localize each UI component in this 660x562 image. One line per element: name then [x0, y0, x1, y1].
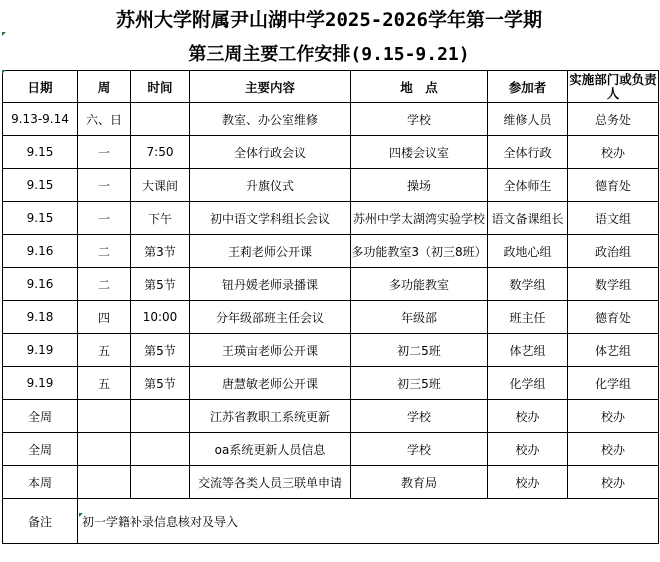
- date-cell: 9.19: [3, 334, 78, 367]
- table-row: [3, 301, 659, 334]
- col-header-content: 主要内容: [190, 71, 351, 103]
- place-cell: 初三5班: [351, 367, 488, 400]
- weekday-cell: [78, 433, 131, 466]
- schedule-table: [2, 70, 659, 544]
- table-row: [3, 268, 659, 301]
- date-cell: 9.19: [3, 367, 78, 400]
- header-row: [3, 71, 659, 103]
- col-header-place: 地 点: [351, 71, 488, 103]
- place-cell: 操场: [351, 169, 488, 202]
- table-row: [3, 334, 659, 367]
- content-cell: 王莉老师公开课: [190, 235, 351, 268]
- place-cell: 教育局: [351, 466, 488, 499]
- time-cell: 大课间: [131, 169, 190, 202]
- participants-cell: 全体行政: [488, 136, 568, 169]
- table-row: [3, 433, 659, 466]
- dept-cell: 体艺组: [568, 334, 659, 367]
- remark-row: [3, 499, 659, 544]
- schedule-body: [3, 71, 659, 544]
- dept-cell: 校办: [568, 400, 659, 433]
- date-cell: 本周: [3, 466, 78, 499]
- weekday-cell: 一: [78, 202, 131, 235]
- participants-cell: 语文备课组长: [488, 202, 568, 235]
- dept-cell: 德育处: [568, 169, 659, 202]
- col-header-time: 时间: [131, 71, 190, 103]
- dept-cell: 数学组: [568, 268, 659, 301]
- table-row: [3, 367, 659, 400]
- cell-marker: [2, 70, 6, 74]
- participants-cell: 校办: [488, 433, 568, 466]
- table-row: [3, 136, 659, 169]
- weekday-cell: 一: [78, 136, 131, 169]
- place-cell: 学校: [351, 400, 488, 433]
- school-title: 苏州大学附属尹山湖中学2025-2026学年第一学期: [116, 9, 542, 31]
- participants-cell: 化学组: [488, 367, 568, 400]
- time-cell: 第5节: [131, 268, 190, 301]
- date-cell: 9.16: [3, 235, 78, 268]
- table-row: [3, 235, 659, 268]
- cell-marker: [2, 32, 6, 36]
- time-cell: [131, 466, 190, 499]
- time-cell: 第5节: [131, 334, 190, 367]
- table-row: [3, 169, 659, 202]
- dept-cell: 政治组: [568, 235, 659, 268]
- participants-cell: 校办: [488, 400, 568, 433]
- remark-label: 备注: [3, 499, 78, 544]
- place-cell: 多功能教室3（初三8班）: [351, 235, 488, 268]
- time-cell: 7:50: [131, 136, 190, 169]
- weekday-cell: 四: [78, 301, 131, 334]
- content-cell: 江苏省教职工系统更新: [190, 400, 351, 433]
- place-cell: 学校: [351, 103, 488, 136]
- date-cell: 9.15: [3, 169, 78, 202]
- time-cell: 10:00: [131, 301, 190, 334]
- content-cell: 钮丹媛老师录播课: [190, 268, 351, 301]
- weekday-cell: [78, 400, 131, 433]
- date-cell: 9.15: [3, 202, 78, 235]
- dept-cell: 校办: [568, 136, 659, 169]
- weekday-cell: 六、日: [78, 103, 131, 136]
- time-cell: 下午: [131, 202, 190, 235]
- time-cell: [131, 103, 190, 136]
- time-cell: 第5节: [131, 367, 190, 400]
- content-cell: 教室、办公室维修: [190, 103, 351, 136]
- col-header-dept: 实施部门或负责人: [569, 71, 657, 101]
- weekday-cell: 一: [78, 169, 131, 202]
- weekday-cell: 五: [78, 367, 131, 400]
- participants-cell: 数学组: [488, 268, 568, 301]
- participants-cell: 政地心组: [488, 235, 568, 268]
- remark-text: 初一学籍补录信息核对及导入: [78, 499, 659, 544]
- date-cell: 9.13-9.14: [3, 103, 78, 136]
- dept-cell: 德育处: [568, 301, 659, 334]
- weekday-cell: [78, 466, 131, 499]
- date-cell: 9.15: [3, 136, 78, 169]
- place-cell: 学校: [351, 433, 488, 466]
- dept-cell: 校办: [568, 466, 659, 499]
- place-cell: 四楼会议室: [351, 136, 488, 169]
- weekday-cell: 五: [78, 334, 131, 367]
- time-cell: 第3节: [131, 235, 190, 268]
- content-cell: 唐慧敏老师公开课: [190, 367, 351, 400]
- table-row: [3, 400, 659, 433]
- participants-cell: 校办: [488, 466, 568, 499]
- dept-cell: 校办: [568, 433, 659, 466]
- content-cell: 交流等各类人员三联单申请: [190, 466, 351, 499]
- weekday-cell: 二: [78, 268, 131, 301]
- col-header-participants: 参加者: [488, 71, 568, 103]
- dept-cell: 总务处: [568, 103, 659, 136]
- date-cell: 全周: [3, 400, 78, 433]
- content-cell: oa系统更新人员信息: [190, 433, 351, 466]
- participants-cell: 维修人员: [488, 103, 568, 136]
- content-cell: 初中语文学科组长会议: [190, 202, 351, 235]
- place-cell: 年级部: [351, 301, 488, 334]
- table-row: [3, 202, 659, 235]
- content-cell: 全体行政会议: [190, 136, 351, 169]
- col-header-date: 日期: [3, 71, 78, 103]
- dept-cell: 语文组: [568, 202, 659, 235]
- place-cell: 初二5班: [351, 334, 488, 367]
- participants-cell: 班主任: [488, 301, 568, 334]
- weekday-cell: 二: [78, 235, 131, 268]
- place-cell: 苏州中学太湖湾实验学校: [351, 202, 488, 235]
- content-cell: 王瑛亩老师公开课: [190, 334, 351, 367]
- date-cell: 9.18: [3, 301, 78, 334]
- table-row: [3, 466, 659, 499]
- participants-cell: 体艺组: [488, 334, 568, 367]
- col-header-weekday: 周: [78, 71, 131, 103]
- time-cell: [131, 433, 190, 466]
- table-row: [3, 103, 659, 136]
- time-cell: [131, 400, 190, 433]
- dept-cell: 化学组: [568, 367, 659, 400]
- week-title: 第三周主要工作安排(9.15-9.21): [188, 44, 470, 65]
- content-cell: 分年级部班主任会议: [190, 301, 351, 334]
- cell-marker: [79, 513, 83, 517]
- place-cell: 多功能教室: [351, 268, 488, 301]
- content-cell: 升旗仪式: [190, 169, 351, 202]
- date-cell: 9.16: [3, 268, 78, 301]
- date-cell: 全周: [3, 433, 78, 466]
- participants-cell: 全体师生: [488, 169, 568, 202]
